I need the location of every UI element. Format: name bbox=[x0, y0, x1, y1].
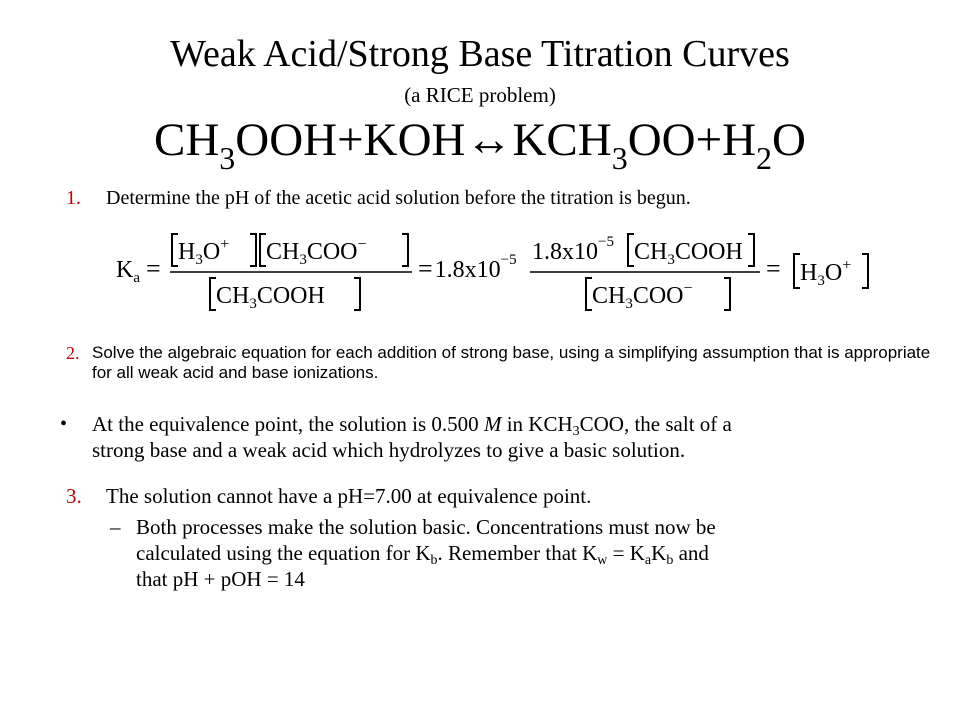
dash-icon: – bbox=[110, 515, 121, 539]
list-number: 3. bbox=[66, 484, 82, 508]
equilibrium-arrow-icon: ↔ bbox=[465, 114, 513, 166]
h3o-solution-equation bbox=[528, 228, 878, 314]
reactant-acetic-acid: $CH_3OOH$ bbox=[153, 114, 338, 176]
sub-item-kb bbox=[110, 514, 890, 592]
ka-expression-equation bbox=[116, 228, 517, 314]
equals-sign: = bbox=[766, 254, 781, 283]
numerator-acetic-acid: $CH_3COOH$ bbox=[634, 239, 743, 268]
equals-sign: = bbox=[146, 254, 161, 283]
denominator-acetic-acid: $CH_3COOH$ bbox=[216, 283, 325, 312]
reaction-equation bbox=[0, 110, 960, 176]
numerator-h3o: $H_3O^+$ bbox=[178, 236, 230, 268]
denominator-acetate: $CH_3COO^-$ bbox=[592, 280, 693, 312]
slide-title: Weak Acid/Strong Base Titration Curves bbox=[170, 33, 790, 75]
reactant-koh: KOH bbox=[363, 114, 466, 166]
list-item-1 bbox=[66, 185, 946, 211]
sub-item-text: Both processes make the solution basic. Concentrations must now be calculated using the equation for $K_b$. Remember that $K_w = K_aK_b$ and that pH + pOH = 14 bbox=[136, 515, 716, 591]
slide-subtitle: (a RICE problem) bbox=[404, 83, 556, 107]
product-potassium-acetate: $KCH_3OO$ bbox=[512, 114, 696, 176]
bullet-icon: • bbox=[60, 413, 68, 435]
list-item-text: Solve the algebraic equation for each addition of strong base, using a simplifying assumption that is appropriate for all weak acid and base ionizations. bbox=[92, 343, 931, 382]
ka-symbol: $K_a$ bbox=[116, 257, 141, 286]
list-number: 2. bbox=[66, 343, 80, 363]
bullet-text: At the equivalence point, the solution is 0.500 M in $KCH_3COO$, the salt of a strong base and a weak acid which hydrolyzes to give a basic solution. bbox=[92, 412, 732, 462]
list-item-text: The solution cannot have a pH=7.00 at equivalence point. bbox=[106, 484, 592, 508]
bullet-item-equivalence bbox=[60, 411, 940, 463]
numerator-ka-value: $1.8x10^{-5}$ bbox=[532, 234, 614, 265]
list-number: 1. bbox=[66, 187, 81, 209]
equals-sign: $=1.8x10^{-5}$ bbox=[418, 252, 517, 283]
list-item-2 bbox=[66, 343, 946, 383]
product-water: $H_2O$ bbox=[722, 114, 806, 176]
list-item-3 bbox=[66, 483, 946, 509]
plus-sign: + bbox=[695, 114, 723, 166]
result-h3o: $H_3O^+$ bbox=[800, 257, 852, 289]
list-item-text: Determine the pH of the acetic acid solution before the titration is begun. bbox=[106, 187, 691, 209]
plus-sign: + bbox=[337, 114, 364, 166]
numerator-acetate: $CH_3COO^-$ bbox=[266, 236, 367, 268]
